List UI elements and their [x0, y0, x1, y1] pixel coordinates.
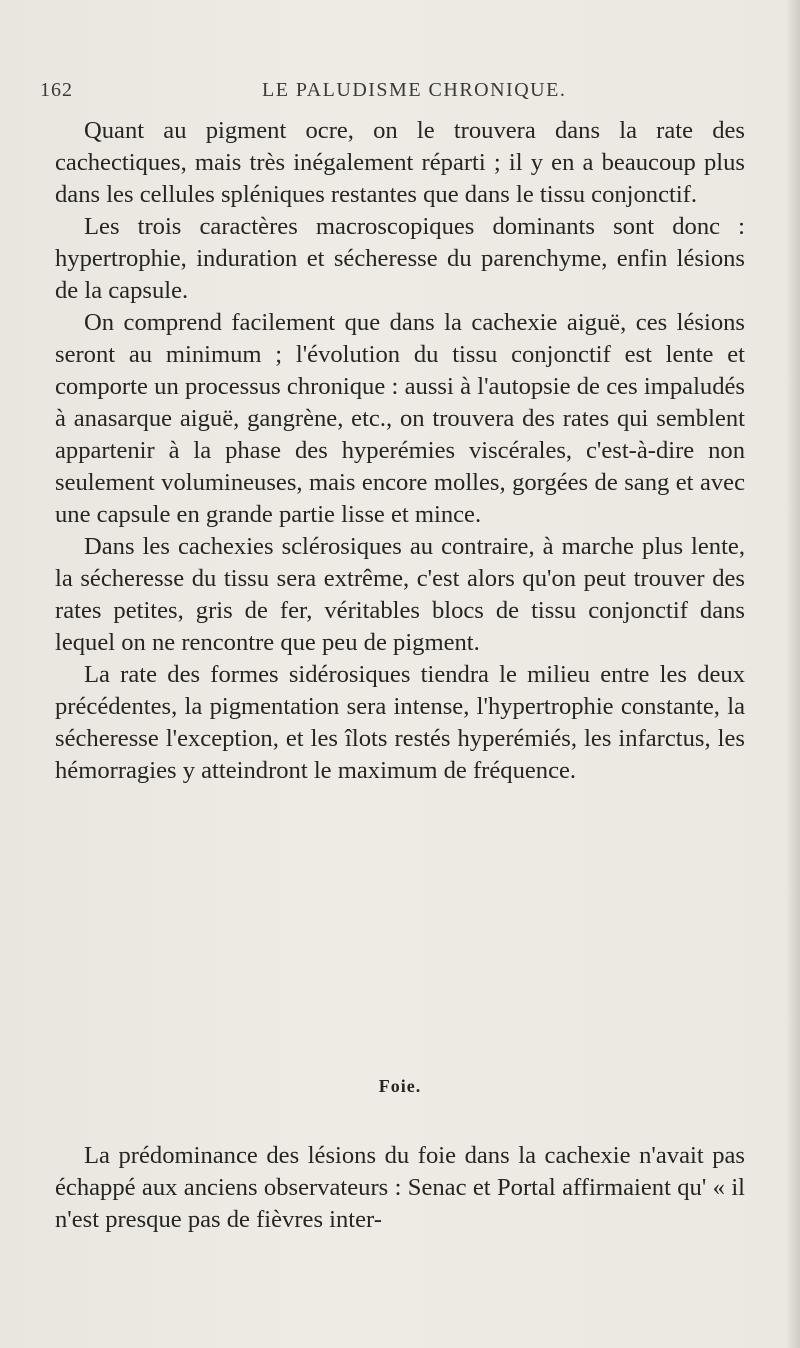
running-header — [40, 79, 780, 105]
paragraph: On comprend facilement que dans la cachexie aiguë, ces lésions seront au minimum ; l'évolution du tissu conjonctif est lente et comporte un processus chronique : aussi à l'autopsie de ces impaludés à anasarque aiguë, gangrène, etc., on trouvera des rates qui semblent appartenir à la phase des hyperémies viscérales, c'est-à-dire non seulement volumineuses, mais encore molles, gorgées de sang et avec une capsule en grande partie lisse et mince. — [55, 309, 745, 528]
paragraph: Les trois caractères macroscopiques dominants sont donc : hypertrophie, induration et sécheresse du parenchyme, enfin lésions de la capsule. — [55, 213, 745, 304]
page-number: 162 — [40, 79, 73, 101]
body-text — [55, 115, 745, 787]
paragraph: Quant au pigment ocre, on le trouvera dans la rate des cachectiques, mais très inégalement réparti ; il y en a beaucoup plus dans les cellules spléniques restantes que dans le tissu conjonctif. — [55, 117, 745, 208]
paragraph: La rate des formes sidérosiques tiendra le milieu entre les deux précédentes, la pigmentation sera intense, l'hypertrophie constante, la sécheresse l'exception, et les îlots restés hyperémiés, les infarctus, les hémorragies y atteindront le maximum de fréquence. — [55, 661, 745, 784]
running-title: LE PALUDISME CHRONIQUE. — [262, 79, 567, 101]
page-edge-shadow — [786, 0, 800, 1348]
section-heading: Foie. — [378, 1076, 422, 1096]
section-body-text — [55, 1140, 745, 1236]
paragraph: Dans les cachexies sclérosiques au contraire, à marche plus lente, la sécheresse du tissu sera extrême, c'est alors qu'on peut trouver des rates petites, gris de fer, véritables blocs de tissu conjonctif dans lequel on ne rencontre que peu de pigment. — [55, 533, 745, 656]
paragraph: La prédominance des lésions du foie dans la cachexie n'avait pas échappé aux anciens observateurs : Senac et Portal affirmaient qu' « il n'est presque pas de fièvres inter- — [55, 1142, 745, 1233]
